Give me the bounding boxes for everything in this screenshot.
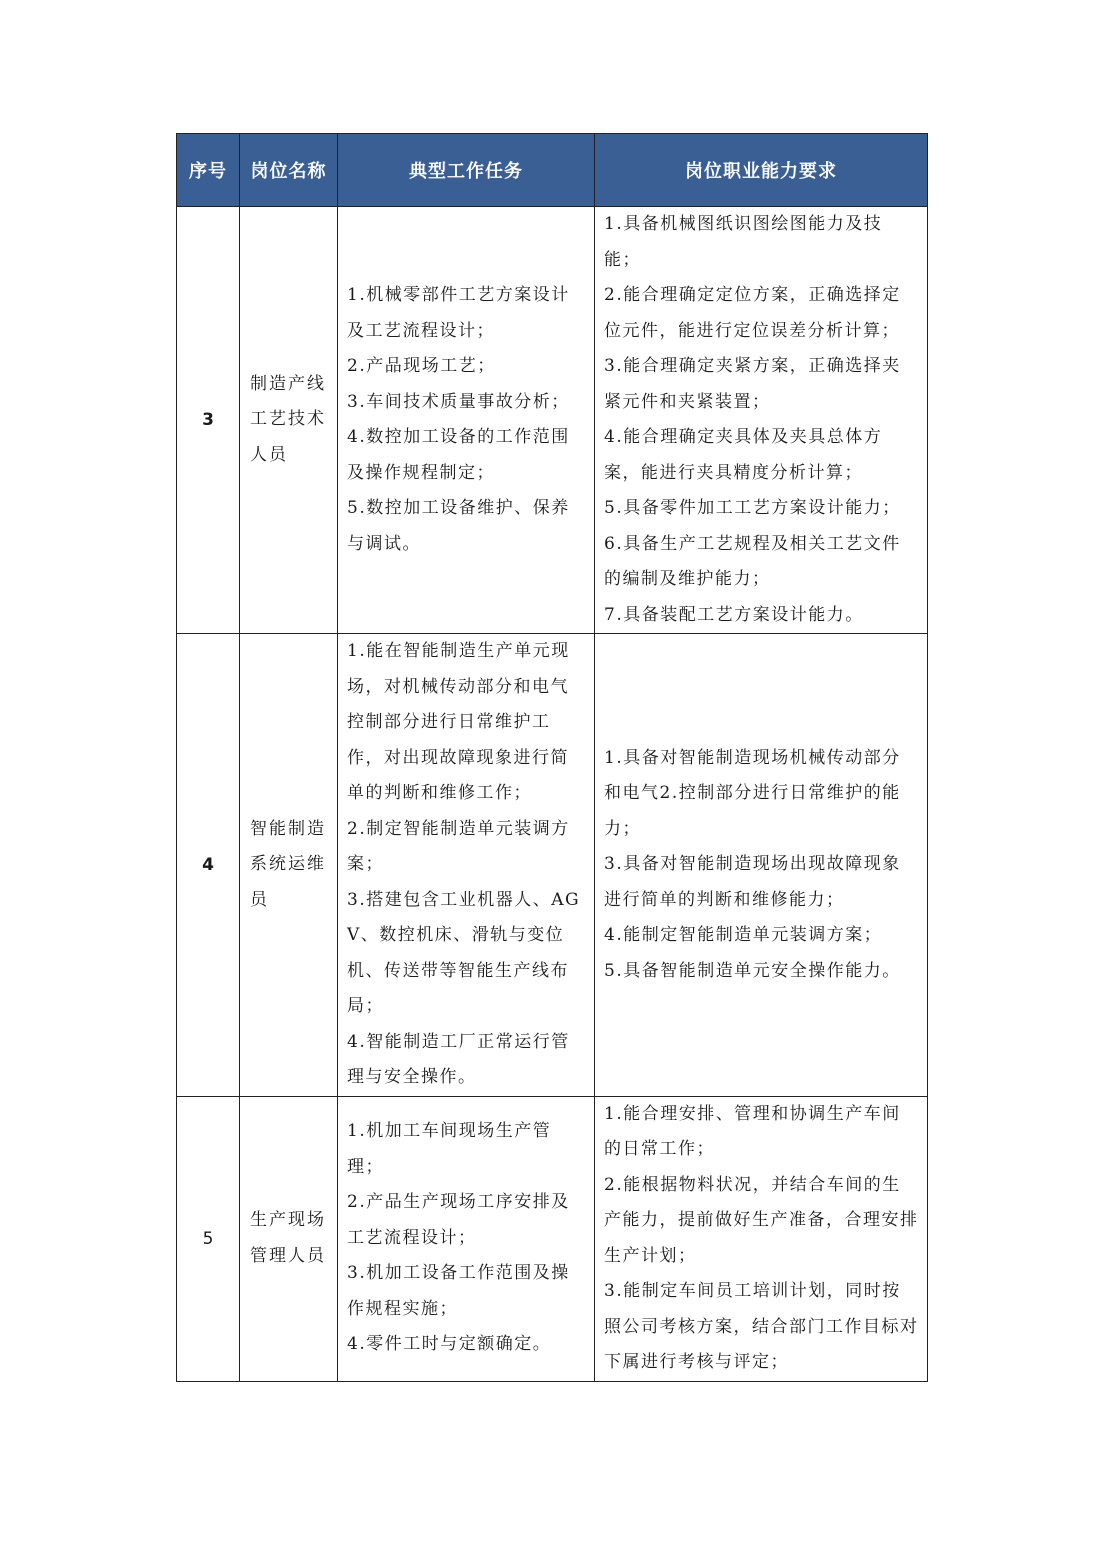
ability-item: 3.能制定车间员工培训计划，同时按照公司考核方案，结合部门工作目标对下属进行考核与评定； — [604, 1281, 919, 1372]
header-abilities: 岗位职业能力要求 — [595, 134, 928, 207]
header-position: 岗位名称 — [240, 134, 338, 207]
row-abilities — [595, 207, 928, 634]
header-seq: 序号 — [177, 134, 240, 207]
task-item: 4.数控加工设备的工作范围及操作规程制定； — [347, 427, 570, 483]
ability-item: 3.能合理确定夹紧方案，正确选择夹紧元件和夹紧装置； — [604, 356, 901, 412]
position-name: 生产现场管理人员 — [250, 1210, 326, 1266]
position-name: 智能制造系统运维员 — [250, 818, 326, 910]
task-item: 3.机加工设备工作范围及操作规程实施； — [347, 1263, 570, 1319]
ability-item: 4.能合理确定夹具体及夹具总体方案，能进行夹具精度分析计算； — [604, 427, 883, 483]
task-item: 2.制定智能制造单元装调方案； — [347, 818, 570, 874]
row-abilities — [595, 1096, 928, 1381]
ability-item: 1.具备对智能制造现场机械传动部分和电气2.控制部分进行日常维护的能力； — [604, 747, 901, 839]
ability-item: 6.具备生产工艺规程及相关工艺文件的编制及维护能力； — [604, 533, 901, 589]
task-item: 2.产品生产现场工序安排及工艺流程设计； — [347, 1192, 570, 1248]
task-item: 1.机加工车间现场生产管理； — [347, 1121, 552, 1177]
row-seq: 4 — [177, 634, 240, 1097]
task-item: 3.搭建包含工业机器人、AGV、数控机床、滑轨与变位机、传送带等智能生产线布局； — [347, 889, 581, 1016]
ability-item: 1.具备机械图纸识图绘图能力及技能； — [604, 214, 883, 270]
table-row — [177, 1096, 928, 1381]
table-row — [177, 207, 928, 634]
ability-item: 5.具备零件加工工艺方案设计能力； — [604, 498, 901, 518]
task-item: 4.智能制造工厂正常运行管理与安全操作。 — [347, 1031, 570, 1087]
table-row — [177, 634, 928, 1097]
row-position — [240, 634, 338, 1097]
job-ability-table — [176, 133, 928, 1382]
task-item: 3.车间技术质量事故分析； — [347, 391, 570, 412]
ability-item: 3.具备对智能制造现场出现故障现象进行简单的判断和维修能力； — [604, 854, 901, 910]
row-tasks — [338, 1096, 595, 1381]
row-position — [240, 207, 338, 634]
ability-item: 5.具备智能制造单元安全操作能力。 — [604, 960, 901, 981]
position-name: 制造产线工艺技术人员 — [250, 373, 326, 465]
ability-item: 4.能制定智能制造单元装调方案； — [604, 925, 883, 945]
row-tasks — [338, 207, 595, 634]
task-item: 1.能在智能制造生产单元现场，对机械传动部分和电气控制部分进行日常维护工作，对出现故障现象进行简单的判断和维修工作； — [347, 641, 570, 803]
header-tasks: 典型工作任务 — [338, 134, 595, 207]
row-position — [240, 1096, 338, 1381]
row-seq: 5 — [177, 1096, 240, 1381]
ability-item: 2.能合理确定定位方案，正确选择定位元件，能进行定位误差分析计算； — [604, 285, 901, 341]
row-tasks — [338, 634, 595, 1097]
ability-item: 7.具备装配工艺方案设计能力。 — [604, 604, 864, 625]
task-item: 2.产品现场工艺； — [347, 356, 496, 376]
ability-item: 2.能根据物料状况，并结合车间的生产能力，提前做好生产准备，合理安排生产计划； — [604, 1174, 919, 1266]
row-seq: 3 — [177, 207, 240, 634]
task-item: 5.数控加工设备维护、保养与调试。 — [347, 498, 570, 554]
row-abilities — [595, 634, 928, 1097]
task-item: 4.零件工时与定额确定。 — [347, 1334, 552, 1355]
table-header-row — [177, 134, 928, 207]
task-item: 1.机械零部件工艺方案设计及工艺流程设计； — [347, 285, 570, 341]
ability-item: 1.能合理安排、管理和协调生产车间的日常工作； — [604, 1103, 901, 1159]
